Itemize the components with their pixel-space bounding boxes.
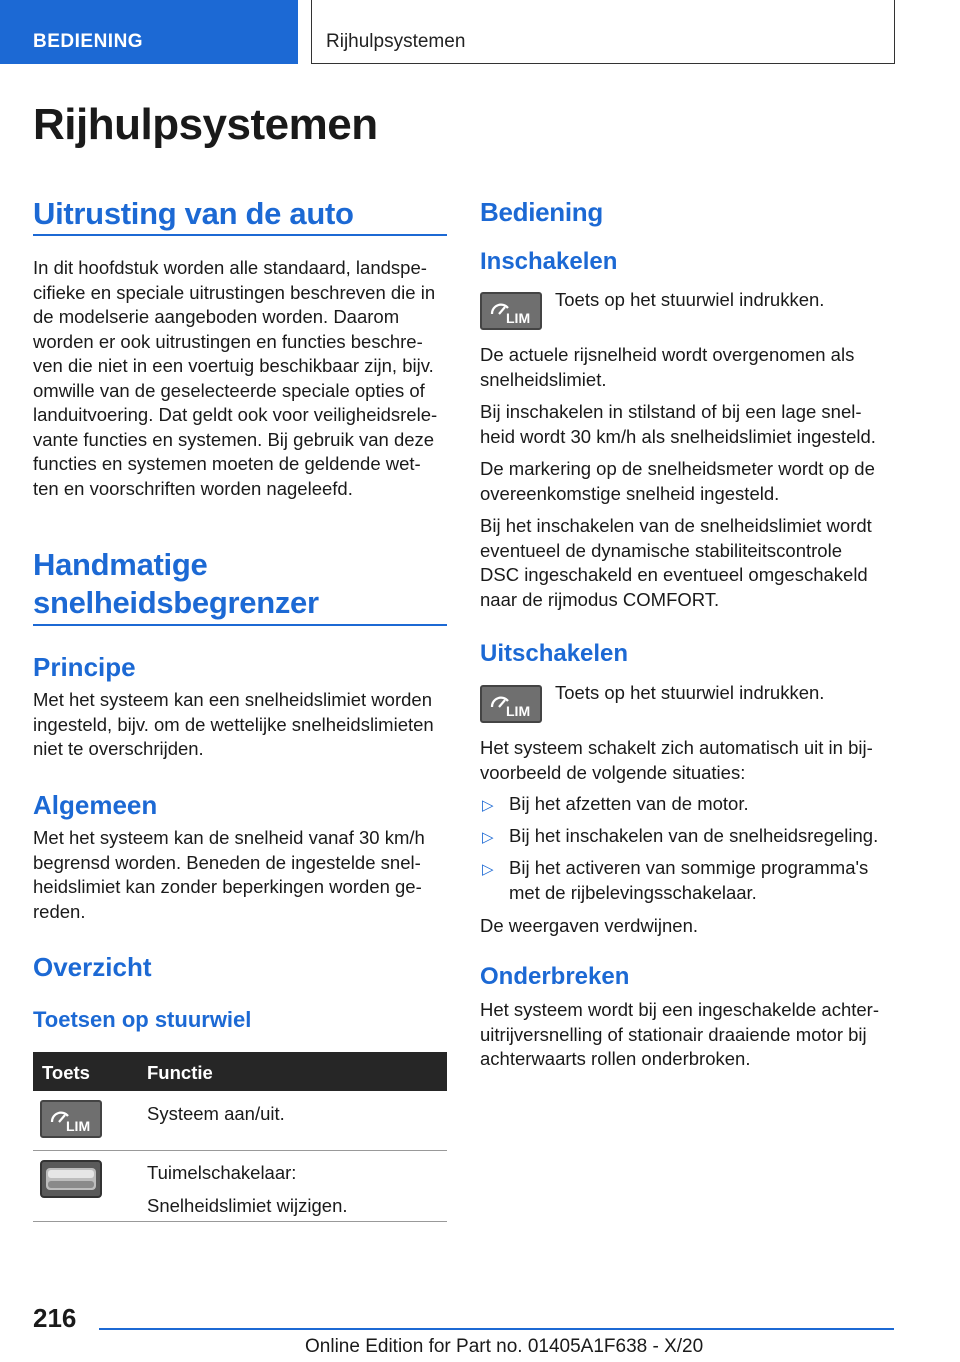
svg-text:LIM: LIM	[506, 703, 531, 719]
heading-rule	[33, 624, 447, 626]
uitschakelen-text: Het systeem schakelt zich automatisch uit in bij- voorbeeld de volgende situaties:	[480, 737, 873, 783]
heading-uitrusting: Uitrusting van de auto	[33, 196, 354, 231]
table-row1-function: Systeem aan/uit.	[147, 1103, 285, 1124]
lim-button-icon	[480, 685, 542, 723]
list-item: Bij het afzetten van de motor.	[509, 793, 749, 814]
svg-text:LIM: LIM	[66, 1118, 91, 1134]
uitschakelen-instruction: Toets op het stuurwiel indrukken.	[555, 682, 825, 703]
col-functie: Functie	[147, 1062, 213, 1083]
footer-edition: Online Edition for Part no. 01405A1F638 - X/20	[305, 1336, 704, 1357]
heading-inschakelen: Inschakelen	[480, 248, 618, 275]
table-divider	[33, 1221, 447, 1222]
table-row2-function: Tuimelschakelaar: Snelheidslimiet wijzigen.	[147, 1162, 348, 1216]
svg-text:LIM: LIM	[506, 310, 531, 326]
heading-bediening: Bediening	[480, 197, 603, 227]
bullet-triangle-icon: ▷	[482, 829, 494, 846]
bullet-triangle-icon: ▷	[482, 797, 494, 814]
table-divider	[33, 1150, 447, 1151]
heading-onderbreken: Onderbreken	[480, 963, 630, 990]
lim-button-icon	[480, 292, 542, 330]
inschakelen-text: De actuele rijsnelheid wordt overgenomen als snelheidslimiet. Bij inschakelen in stilstand of bij een lage snel- heid wordt 30 km/h als snelheidslimiet ingesteld. De markering op de snelheidsmeter wordt op de overeenkomstige snelheid ingesteld. Bij het inschakelen van de snelheidslimiet wordt eventueel de dynamische stabiliteitscontrole DSC ingeschakeld en eventueel omgeschakeld naar de rijmodus COMFORT.	[480, 344, 876, 610]
heading-overzicht: Overzicht	[33, 952, 152, 982]
principe-text: Met het systeem kan een snelheidslimiet worden ingesteld, bijv. om de wettelijke snelheidslimieten niet te overschrijden.	[33, 689, 434, 759]
chapter-tab	[311, 0, 895, 64]
chapter-title: Rijhulpsystemen	[326, 31, 466, 52]
rocker-switch-icon	[40, 1160, 102, 1198]
bullet-triangle-icon: ▷	[482, 861, 494, 878]
uitrusting-text: In dit hoofdstuk worden alle standaard, landspe- cifieke en speciale uitrustingen beschreven die in de modelserie aangeboden worden. Daarom worden er ook uitrustingen en functies beschre- ven die niet in een voertuig beschikbaar zijn, bijv. omwille van de geselecteerde speciale opties of landuitvoering. Dat geldt ook voor veiligheidsrele- vante functies en systemen. Bij gebruik van deze functies en systemen moeten de geldende wet- ten en voorschriften worden nageleefd.	[33, 257, 438, 499]
inschakelen-instruction: Toets op het stuurwiel indrukken.	[555, 289, 825, 310]
heading-handmatige: Handmatige snelheidsbegrenzer	[33, 547, 319, 620]
page-title: Rijhulpsystemen	[33, 100, 378, 149]
section-tab	[0, 0, 298, 64]
table-header	[33, 1052, 447, 1091]
algemeen-text: Met het systeem kan de snelheid vanaf 30 km/h begrensd worden. Beneden de ingestelde snel- heidslimiet kan zonder beperkingen worden ge- reden.	[33, 827, 425, 922]
page-number: 216	[33, 1303, 77, 1333]
heading-uitschakelen: Uitschakelen	[480, 640, 629, 667]
onderbreken-text: Het systeem wordt bij een ingeschakelde achter- uitrijversnelling of stationair draaiende motor bij achterwaarts rollen onderbroken.	[480, 999, 879, 1069]
heading-principe: Principe	[33, 652, 136, 682]
list-item: Bij het inschakelen van de snelheidsregeling.	[509, 825, 879, 846]
heading-rule	[33, 234, 447, 236]
lim-button-icon	[40, 1100, 102, 1138]
section-title: BEDIENING	[33, 31, 144, 52]
list-item: Bij het activeren van sommige programma's met de rijbelevingsschakelaar.	[509, 857, 869, 903]
heading-algemeen: Algemeen	[33, 790, 158, 820]
heading-toetsen: Toetsen op stuurwiel	[33, 1007, 252, 1032]
col-toets: Toets	[42, 1062, 90, 1083]
footer-rule	[99, 1328, 894, 1330]
uitschakelen-note: De weergaven verdwijnen.	[480, 915, 699, 936]
